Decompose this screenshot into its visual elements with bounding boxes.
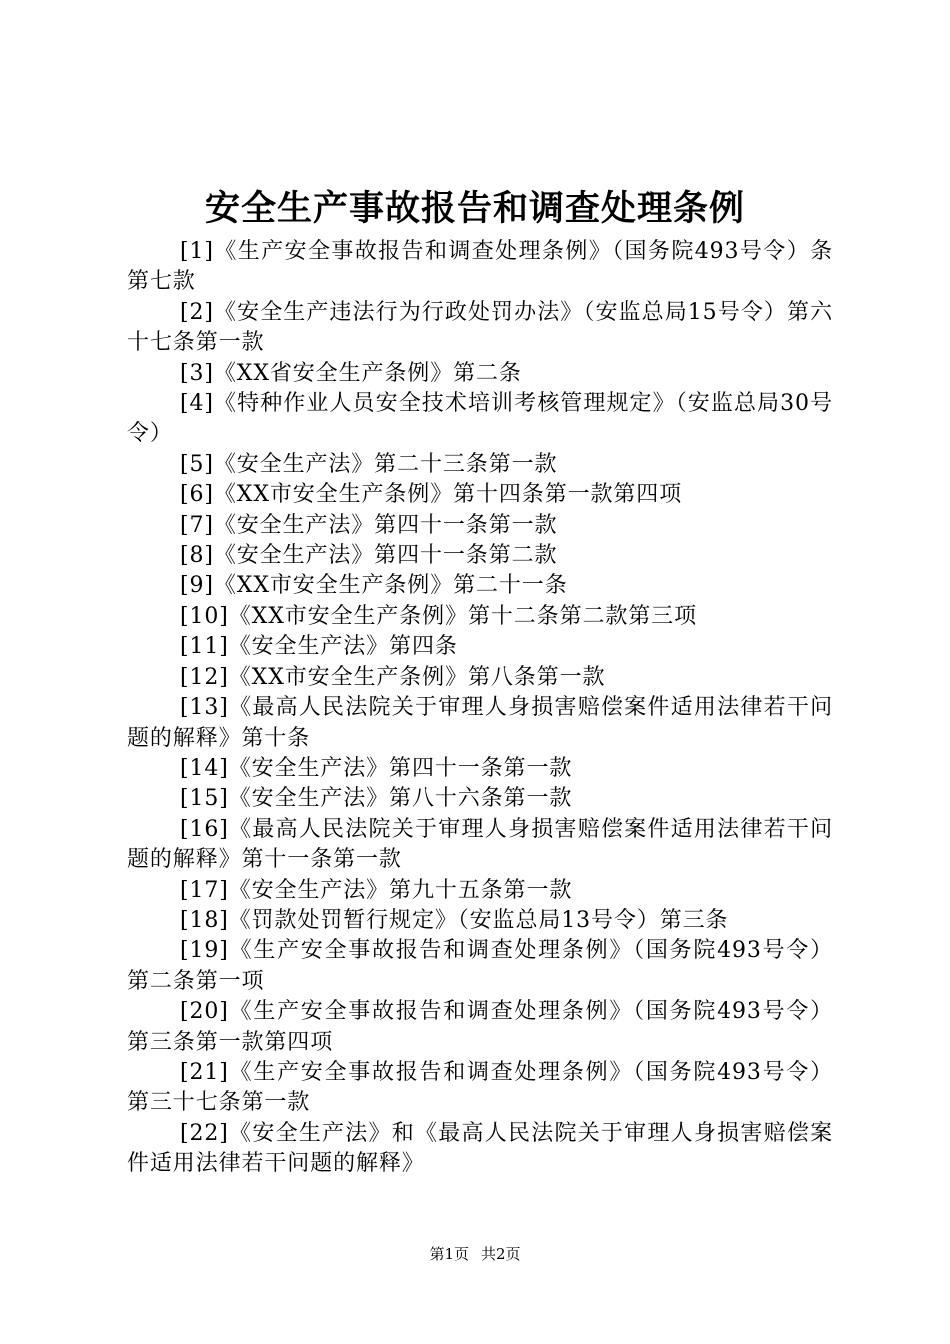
reference-item: [11]《安全生产法》第四条	[180, 634, 458, 660]
reference-item: [13]《最高人民法院关于审理人身损害赔偿案件适用法律若干问题的解释》第十条	[127, 695, 833, 751]
reference-item: [12]《XX市安全生产条例》第八条第一款	[180, 664, 606, 690]
reference-item: [8]《安全生产法》第四十一条第二款	[180, 543, 558, 569]
reference-list	[127, 237, 833, 1180]
reference-item: [19]《生产安全事故报告和调查处理条例》（国务院493号令）第二条第一项	[127, 938, 833, 994]
reference-item: [21]《生产安全事故报告和调查处理条例》（国务院493号令）第三十七条第一款	[127, 1059, 833, 1116]
reference-item: [5]《安全生产法》第二十三条第一款	[180, 451, 558, 477]
reference-item: [22]《安全生产法》和《最高人民法院关于审理人身损害赔偿案件适用法律若干问题的解释》	[127, 1120, 833, 1177]
reference-item: [3]《XX省安全生产条例》第二条	[180, 360, 522, 386]
reference-item: [16]《最高人民法院关于审理人身损害赔偿案件适用法律若干问题的解释》第十一条第一款	[127, 816, 833, 873]
reference-item: [2]《安全生产违法行为行政处罚办法》（安监总局15号令）第六十七条第一款	[127, 299, 833, 356]
page-footer	[0, 1242, 950, 1266]
reference-item: [4]《特种作业人员安全技术培训考核管理规定》（安监总局30号令）	[127, 391, 833, 447]
page-total: 共2页	[481, 1245, 521, 1263]
reference-item: [6]《XX市安全生产条例》第十四条第一款第四项	[180, 482, 683, 508]
reference-item: [17]《安全生产法》第九十五条第一款	[180, 877, 573, 903]
reference-item: [14]《安全生产法》第四十一条第一款	[180, 755, 573, 781]
reference-item: [15]《安全生产法》第八十六条第一款	[180, 786, 573, 812]
reference-item: [20]《生产安全事故报告和调查处理条例》（国务院493号令）第三条第一款第四项	[127, 999, 833, 1055]
reference-item: [10]《XX市安全生产条例》第十二条第二款第三项	[180, 603, 697, 629]
reference-item: [7]《安全生产法》第四十一条第一款	[180, 512, 558, 538]
reference-item: [9]《XX市安全生产条例》第二十一条	[180, 573, 568, 599]
reference-item: [18]《罚款处罚暂行规定》（安监总局13号令）第三条	[180, 907, 729, 933]
reference-item: [1]《生产安全事故报告和调查处理条例》（国务院493号令）条第七款	[127, 239, 833, 295]
page-number: 第1页	[429, 1245, 469, 1263]
document-title: 安全生产事故报告和调查处理条例	[204, 188, 745, 229]
